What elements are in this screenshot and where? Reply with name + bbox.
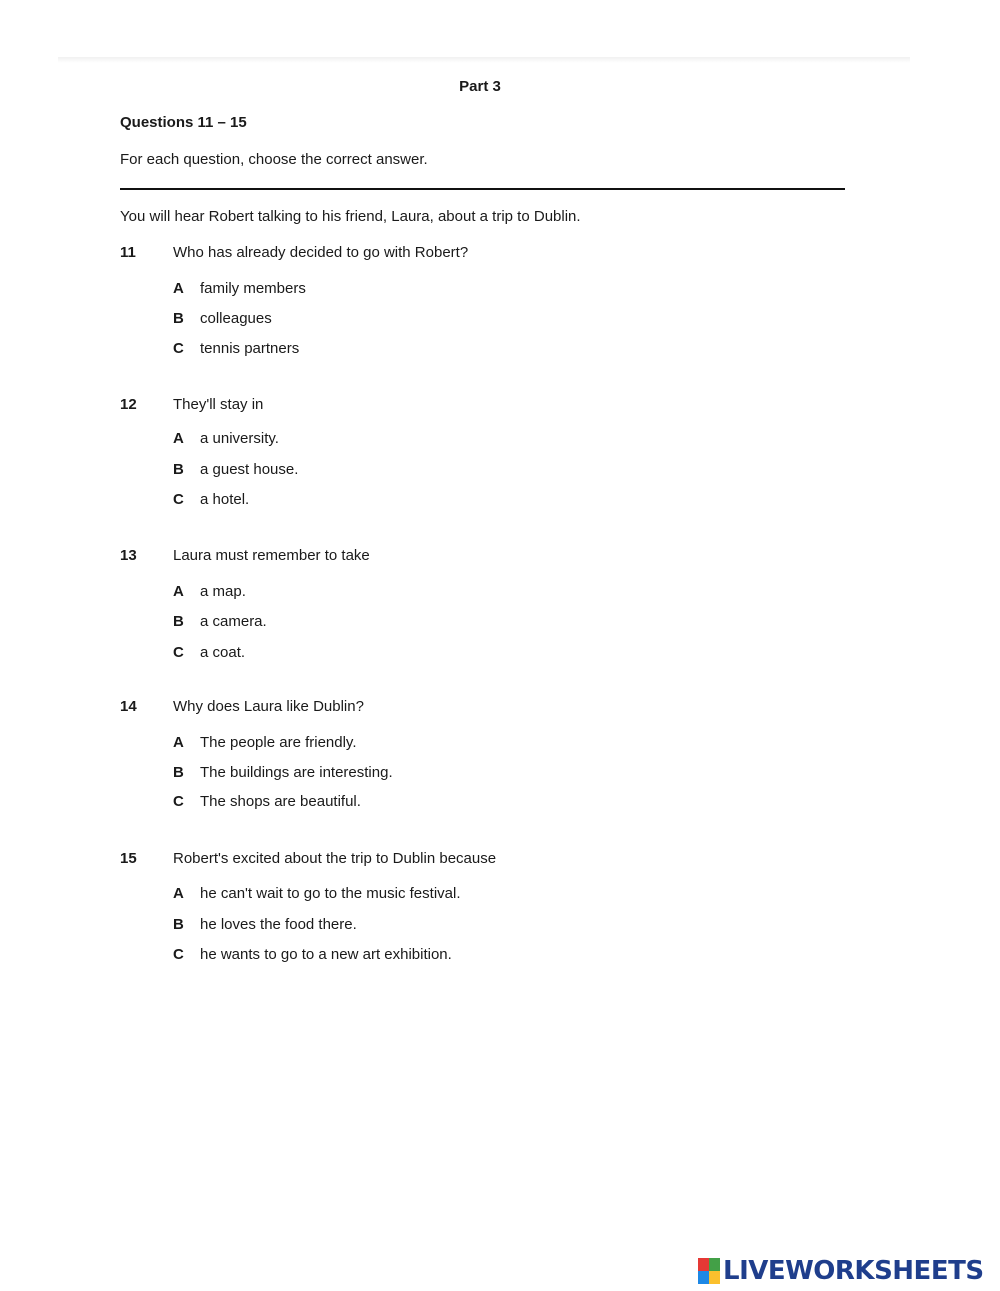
question-stem: Why does Laura like Dublin?	[173, 698, 364, 715]
liveworksheets-brand[interactable]	[698, 1256, 984, 1286]
question-number: 13	[120, 547, 137, 564]
brand-name: LIVEWORKSHEETS	[723, 1256, 984, 1286]
option-letter: A	[173, 885, 184, 902]
option-c[interactable]	[173, 644, 773, 664]
option-letter: C	[173, 793, 184, 810]
option-text: The buildings are interesting.	[200, 764, 393, 781]
option-text: a university.	[200, 430, 279, 447]
option-text: a hotel.	[200, 491, 250, 508]
option-text: colleagues	[200, 310, 272, 327]
question-number: 14	[120, 698, 137, 715]
option-letter: B	[173, 310, 184, 327]
question-12	[120, 396, 820, 508]
option-letter: B	[173, 916, 184, 933]
option-letter: B	[173, 764, 184, 781]
option-c[interactable]	[173, 340, 773, 360]
option-text: The shops are beautiful.	[200, 793, 361, 810]
question-14	[120, 698, 820, 810]
option-a[interactable]	[173, 280, 773, 300]
option-letter: A	[173, 430, 184, 447]
question-11	[120, 244, 820, 357]
option-text: a camera.	[200, 613, 267, 630]
option-text: tennis partners	[200, 340, 300, 357]
question-number: 15	[120, 850, 137, 867]
option-b[interactable]	[173, 310, 773, 330]
option-a[interactable]	[173, 583, 773, 603]
question-number: 11	[120, 244, 136, 261]
option-letter: C	[173, 340, 184, 357]
option-c[interactable]	[173, 946, 773, 966]
option-text: a guest house.	[200, 461, 299, 478]
liveworksheets-logo-icon	[698, 1258, 720, 1284]
option-text: he can't wait to go to the music festival.	[200, 885, 461, 902]
page-top-shadow	[58, 57, 910, 63]
option-text: he loves the food there.	[200, 916, 357, 933]
option-text: a coat.	[200, 644, 246, 661]
question-13	[120, 547, 820, 661]
divider	[120, 188, 845, 190]
option-b[interactable]	[173, 764, 773, 784]
option-letter: A	[173, 734, 184, 751]
question-stem: Who has already decided to go with Robert?	[173, 244, 469, 261]
question-stem: Laura must remember to take	[173, 547, 370, 564]
question-15	[120, 850, 820, 963]
option-letter: A	[173, 583, 184, 600]
option-letter: A	[173, 280, 184, 297]
option-a[interactable]	[173, 734, 773, 754]
part-title: Part 3	[459, 78, 501, 95]
option-letter: B	[173, 613, 184, 630]
option-text: The people are friendly.	[200, 734, 357, 751]
option-letter: B	[173, 461, 184, 478]
question-stem: They'll stay in	[173, 396, 264, 413]
option-a[interactable]	[173, 885, 773, 905]
option-b[interactable]	[173, 613, 773, 633]
questions-heading: Questions 11 – 15	[120, 114, 247, 131]
option-letter: C	[173, 946, 184, 963]
option-b[interactable]	[173, 916, 773, 936]
option-c[interactable]	[173, 491, 773, 511]
question-number: 12	[120, 396, 137, 413]
question-stem: Robert's excited about the trip to Dublin because	[173, 850, 497, 867]
option-text: a map.	[200, 583, 246, 600]
option-text: family members	[200, 280, 306, 297]
option-text: he wants to go to a new art exhibition.	[200, 946, 452, 963]
option-letter: C	[173, 644, 184, 661]
option-a[interactable]	[173, 430, 773, 450]
option-letter: C	[173, 491, 184, 508]
instruction-text: For each question, choose the correct answer.	[120, 151, 428, 168]
option-c[interactable]	[173, 793, 773, 813]
option-b[interactable]	[173, 461, 773, 481]
intro-text: You will hear Robert talking to his friend, Laura, about a trip to Dublin.	[120, 208, 581, 225]
